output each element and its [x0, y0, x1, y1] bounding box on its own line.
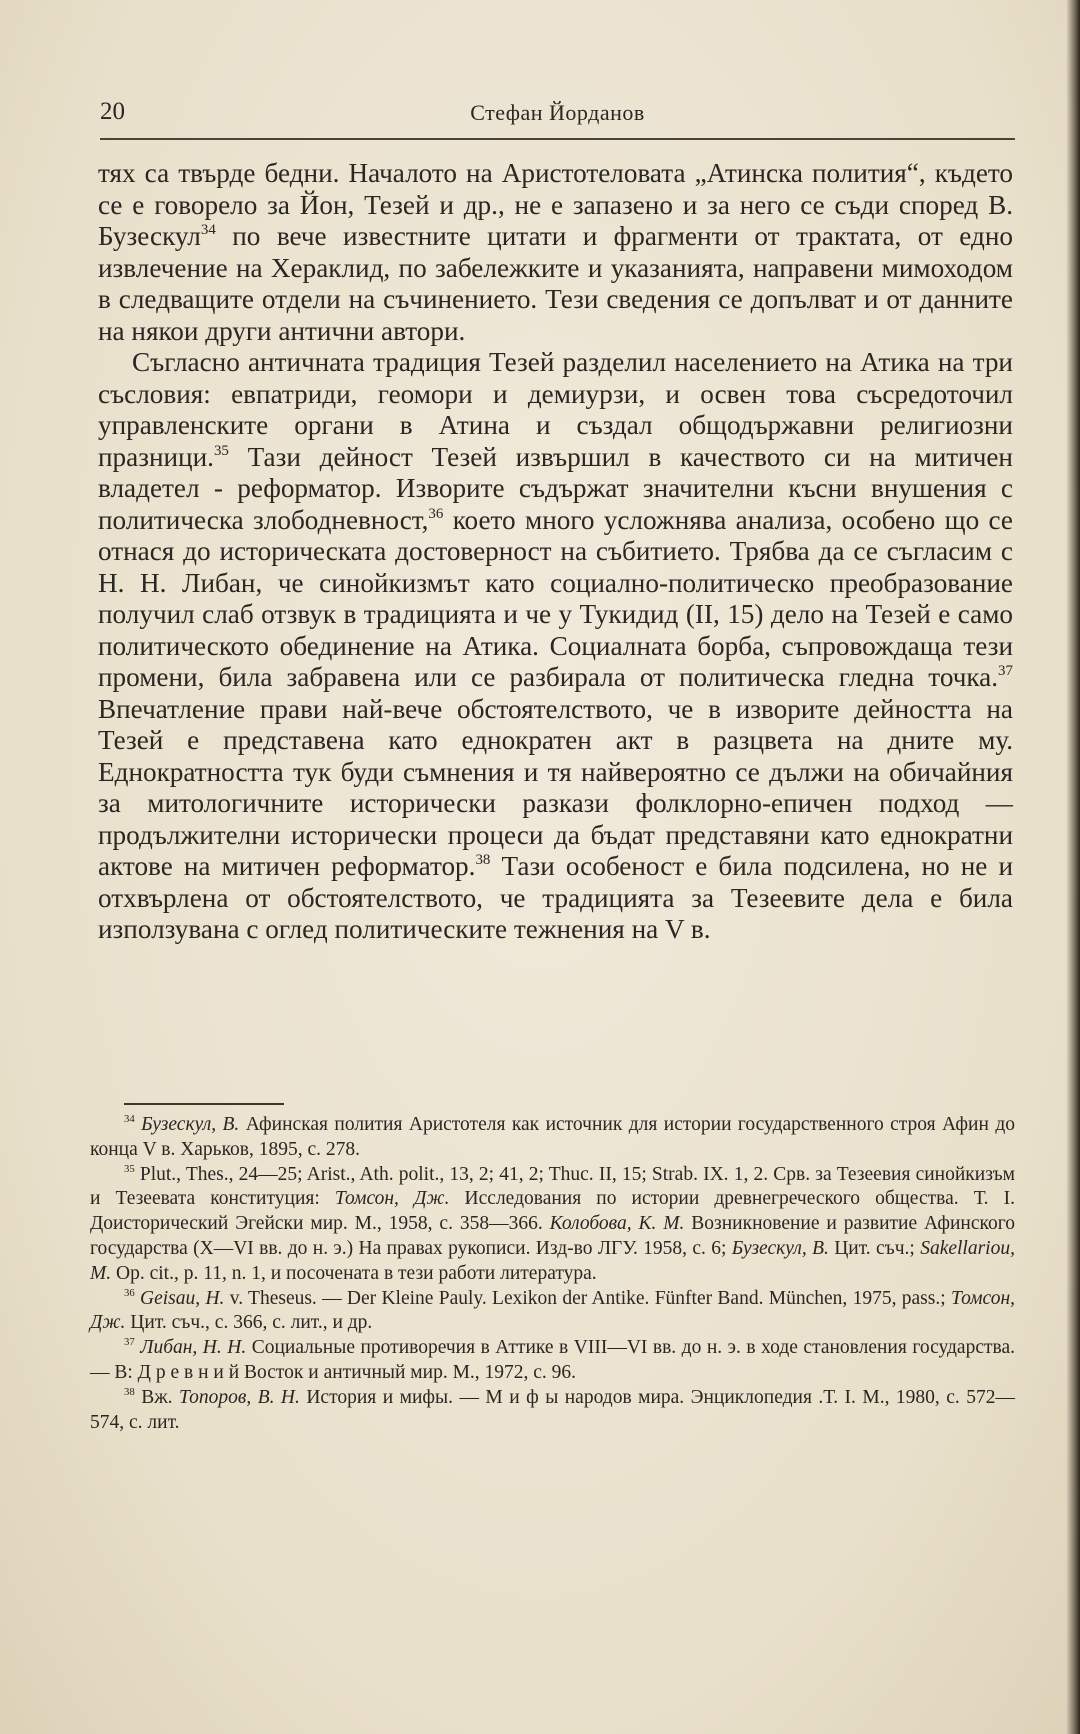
footnote-ref: 37: [998, 662, 1013, 679]
footnote-36: [90, 1287, 1015, 1337]
text-run: Plut., Thes., 24—25; Arist., Ath. polit., 13, 2; 41, 2; Thuc. II, 15; Strab. IX. 1, 2. Срв. за Тезеевия синойкизъм и Тезеевата конституция:: [90, 1163, 1015, 1210]
footnote-number: 34: [124, 1112, 135, 1125]
text-run: Тази дейност Тезей извършил в качеството си на митичен владетел - реформатор. Изворите съдържат значителни късни внушения с политическа злободневност,: [98, 441, 1013, 535]
footnote-number: 38: [124, 1385, 135, 1398]
text-run: Социальные противоречия в Аттике в VIII—VI вв. до н. э. в ходе становления государства. — В: Д р е в н и й Восток и античный мир. М., 1972, с. 96.: [90, 1337, 1015, 1383]
footnote-37: [90, 1336, 1015, 1386]
footnote-ref: 36: [428, 505, 444, 522]
footnote-34: [90, 1113, 1015, 1163]
author-name: Sakellariou, M.: [90, 1237, 1015, 1284]
text-run: Тази особеност е била подсилена, но не и отхвърлена от обстоятелството, че традицията за Тезеевите дела е била използувана с оглед политическите тежнения на V в.: [98, 851, 1013, 944]
text-run: Афинская полития Аристотеля как источник для истории государственного строя Афин до конца V в. Харьков, 1895, с. 278.: [90, 1114, 1015, 1160]
footnotes: [90, 1113, 1015, 1435]
text-run: тях са твърде бедни. Началото на Аристотеловата „Атинска полития“, където се е говорело за Йон, Тезей и др., не е запазено и за него се съди според В. Бузескул: [98, 158, 1013, 251]
text-run: Возникновение и развитие Афинского государства (X—VI вв. до н. э.) На правах рукописи. Изд-во ЛГУ. 1958, с. 6;: [90, 1213, 1016, 1259]
author-name: Бузескул, В.: [141, 1114, 240, 1135]
text-run: което много усложнява анализа, особено що се отнася до историческата достоверност на събитието. Трябва да се съгласим с Н. Н. Либан, че синойкизмът като социално-политическо преобразование получил слаб отзвук в традицията и че у Тукидид (II, 15) дело на Тезей е само политическото обединение на Атика. Социалната борба, съпровождаща тези промени, била забравена или се разбирала от политическа гледна точка.: [98, 504, 1013, 692]
author-name: Geisau, H.: [140, 1287, 225, 1309]
footnote-number: 37: [124, 1336, 135, 1349]
text-run: Исследования по истории древнегреческого общества. Т. I. Доисторический Эгейски мир. М., 1958, с. 358—366.: [90, 1188, 1015, 1235]
text-run: Вж.: [141, 1386, 179, 1408]
paragraph-1: [98, 158, 1013, 347]
footnote-number: 35: [124, 1162, 135, 1175]
footnote-ref: 35: [213, 442, 229, 459]
footnote-rule: [124, 1103, 284, 1105]
author-name: Топоров, В. Н.: [179, 1386, 300, 1408]
author-name: Томсон, Дж.: [90, 1287, 1016, 1334]
text-run: по вече известните цитати и фрагменти от трактата, от едно извлечение на Хераклид, по забележките и указанията, направени мимоходом в следващите отдели на съчинението. Тези сведения се допълват и от данните на някои други антични автори.: [98, 221, 1013, 346]
footnote-ref: 34: [200, 221, 216, 238]
author-name: Томсон, Дж.: [334, 1188, 450, 1210]
header-rule: [100, 138, 1015, 140]
author-name: Либан, Н. Н.: [140, 1337, 247, 1359]
text-run: Op. cit., p. 11, n. 1, и посочената в тези работи литература.: [111, 1262, 597, 1284]
author-name: Бузескул, В.: [731, 1237, 829, 1259]
main-text: [98, 158, 1013, 946]
text-run: Съгласно античната традиция Тезей разделил населението на Атика на три съсловия: евпатриди, геомори и демиурзи, и освен това съсредоточил управленските органи в Атина и създал общодържавни религиозни празници.: [98, 347, 1013, 472]
text-run: v. Theseus. — Der Kleine Pauly. Lexikon der Antike. Fünfter Band. München, 1975, pass.;: [224, 1287, 951, 1309]
paragraph-2: [98, 347, 1013, 946]
text-run: История и мифы. — М и ф ы народов мира. Энциклопедия .Т. I. М., 1980, с. 572—574, с. лит.: [90, 1386, 1015, 1433]
footnote-ref: 38: [475, 851, 491, 868]
text-run: Цит. съч., с. 366, с. лит., и др.: [125, 1312, 373, 1334]
page-number: 20: [100, 98, 125, 125]
page-header: [100, 98, 1015, 132]
text-run: Впечатление прави най-вече обстоятелството, че в изворите дейността на Тезей е представена като еднократен акт в разцвета на дните му. Еднократността тук буди съмнения и тя найвероятно се дължи на обичайния за митологичните исторически разкази фолклорно-епичен подход — продължителни исторически процеси да бъдат представяни като еднократни актове на митичен реформатор.: [98, 693, 1013, 881]
running-head: Стефан Йорданов: [470, 100, 645, 125]
page-edge-shadow: [1066, 0, 1080, 1734]
footnote-number: 36: [124, 1286, 135, 1299]
author-name: Колобова, К. М.: [549, 1213, 685, 1235]
text-run: Цит. съч.;: [828, 1237, 921, 1259]
footnote-35: [90, 1163, 1015, 1287]
footnote-38: [90, 1386, 1015, 1436]
